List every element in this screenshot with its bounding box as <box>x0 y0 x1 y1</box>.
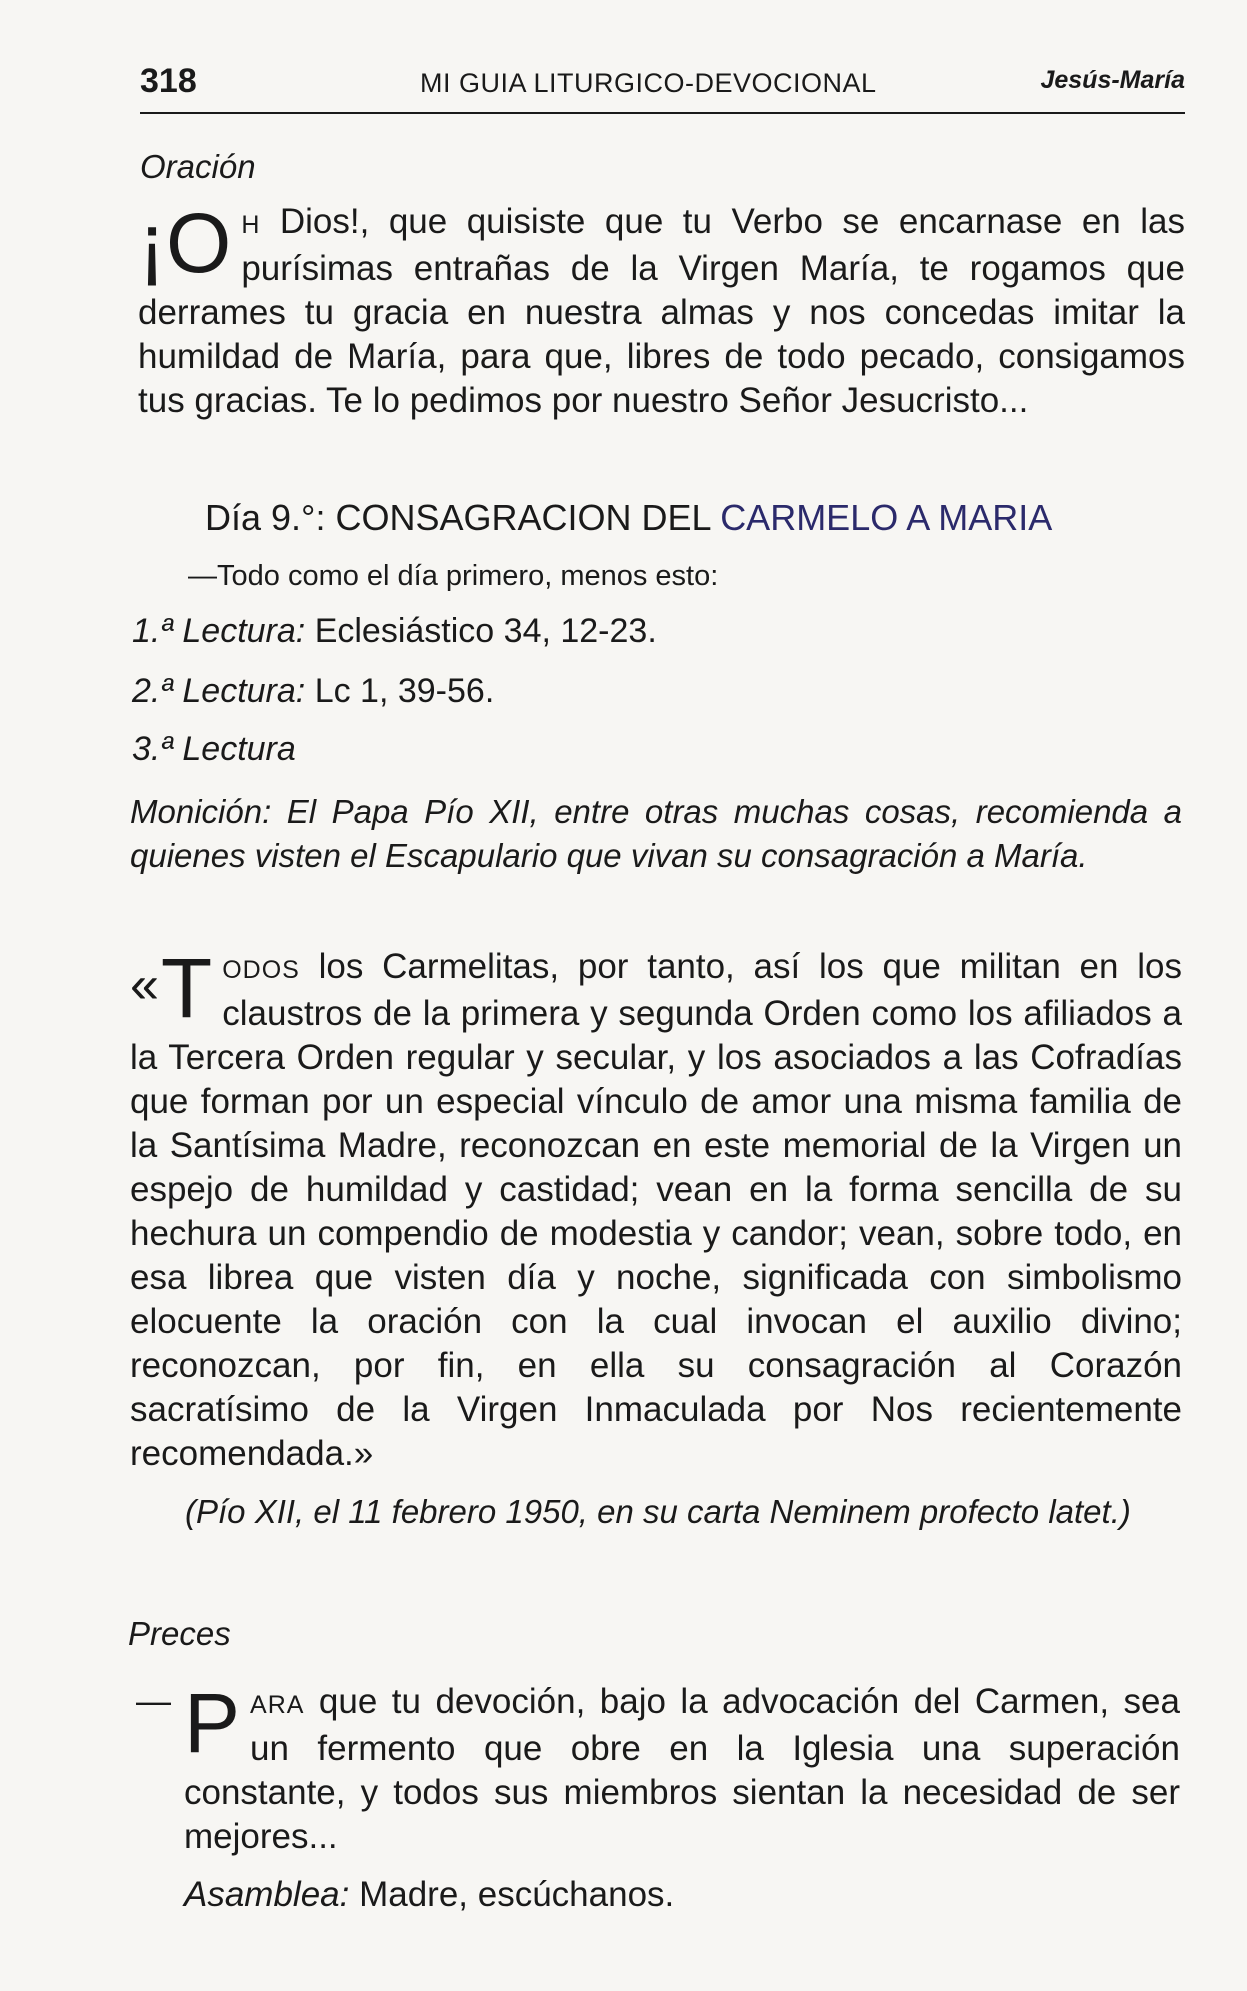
reading-2 <box>132 672 494 711</box>
response-text: Madre, escúchanos. <box>349 1875 675 1914</box>
oracion-text: Dios!, que quisiste que tu Verbo se encarnase en las purísimas entrañas de la Virgen María, te rogamos que derrames tu gracia en nuestra almas y nos concedas imitar la humildad de María, para que, libres de todo pecado, consigamos tus gracias. Te lo pedimos por nuestro Señor Jesucristo... <box>138 202 1185 420</box>
reading-label: 1.ª Lectura: <box>132 612 306 650</box>
running-tag: Jesús-María <box>1040 66 1185 94</box>
response-label: Asamblea: <box>184 1875 350 1914</box>
page-number: 318 <box>140 62 197 100</box>
reading-ref: Eclesiástico 34, 12-23. <box>305 612 657 650</box>
open-quote-mark: « <box>130 956 159 1014</box>
quote-dropcap: T <box>160 941 213 1035</box>
oracion-smallcaps: H <box>241 211 261 239</box>
preces-paragraph <box>136 1676 1180 1859</box>
quote-text: los Carmelitas, por tanto, así los que militan en los claustros de la primera y segunda Orden como los afiliados a la Tercera Orden regular y secular, y los asociados a las Cofradías que forman por un especial vínculo de amor una misma familia de la Santísima Madre, reconozcan en este memorial de la Virgen un espejo de humildad y castidad; vean en la forma sencilla de su hechura un compendio de modestia y candor; vean, sobre todo, en esa librea que visten día y noche, significada con simbolismo elocuente la oración con la cual invocan el auxilio divino; reconozcan, por fin, en ella su consagración al Corazón sacratísimo de la Virgen Inmaculada por Nos recientemente recomendada.» <box>130 947 1182 1473</box>
preces-text: que tu devoción, bajo la advocación del Carmen, sea un fermento que obre en la Iglesia una superación constante, y todos sus miembros sientan la necesidad de ser mejores... <box>184 1682 1180 1856</box>
assembly-response <box>184 1875 674 1915</box>
oracion-paragraph <box>138 196 1185 423</box>
quote-paragraph <box>130 941 1182 1476</box>
reading-ref: Lc 1, 39-56. <box>305 672 495 710</box>
oracion-dropcap: ¡O <box>138 196 232 290</box>
monicion-paragraph: Monición: El Papa Pío XII, entre otras muchas cosas, recomienda a quienes visten el Escapulario que vivan su consagración a María. <box>130 793 1182 874</box>
quote-citation: (Pío XII, el 11 febrero 1950, en su carta Neminem profecto latet.) <box>185 1493 1131 1530</box>
day-title <box>205 497 1052 539</box>
preces-dropcap: P <box>184 1676 241 1770</box>
reading-3 <box>132 730 296 769</box>
reading-label: 3.ª Lectura <box>132 730 296 768</box>
preces-smallcaps: ARA <box>250 1691 305 1719</box>
day-title-prefix: Día 9.°: CONSAGRACION DEL <box>205 497 721 538</box>
quote-smallcaps: ODOS <box>222 956 300 984</box>
running-title: MI GUIA LITURGICO-DEVOCIONAL <box>420 68 877 98</box>
day-instruction: —Todo como el día primero, menos esto: <box>188 560 719 592</box>
preces-heading: Preces <box>128 1615 231 1652</box>
page-header <box>140 62 1185 114</box>
reading-1 <box>132 612 657 651</box>
oracion-heading: Oración <box>140 148 256 185</box>
day-title-accent: CARMELO A MARIA <box>720 497 1053 538</box>
reading-label: 2.ª Lectura: <box>132 672 306 710</box>
preces-dash: — <box>136 1682 171 1721</box>
